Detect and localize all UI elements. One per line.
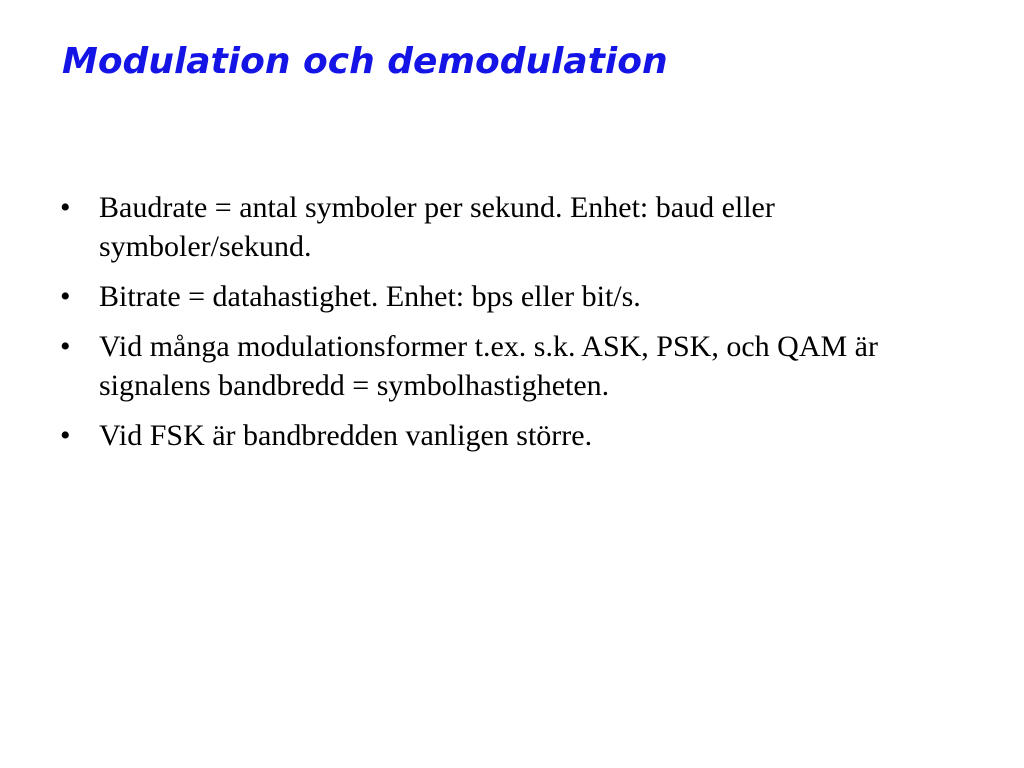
bullet-item (60, 416, 960, 455)
bullet-list (60, 188, 960, 466)
bullet-item (60, 188, 960, 266)
bullet-dot-icon: • (60, 191, 71, 224)
bullet-dot-icon: • (60, 330, 71, 363)
bullet-text: Vid FSK är bandbredden vanligen större. (99, 419, 593, 452)
bullet-item (60, 277, 960, 316)
slide-title: Modulation och demodulation (62, 41, 668, 82)
bullet-dot-icon: • (60, 280, 71, 313)
bullet-text: Vid många modulationsformer t.ex. s.k. ASK, PSK, och QAM är signalens bandbredd = symbolhastigheten. (99, 330, 878, 402)
bullet-dot-icon: • (60, 419, 71, 452)
bullet-text: Bitrate = datahastighet. Enhet: bps eller bit/s. (99, 280, 641, 313)
bullet-item (60, 327, 960, 405)
bullet-text: Baudrate = antal symboler per sekund. Enhet: baud eller symboler/sekund. (99, 191, 775, 263)
